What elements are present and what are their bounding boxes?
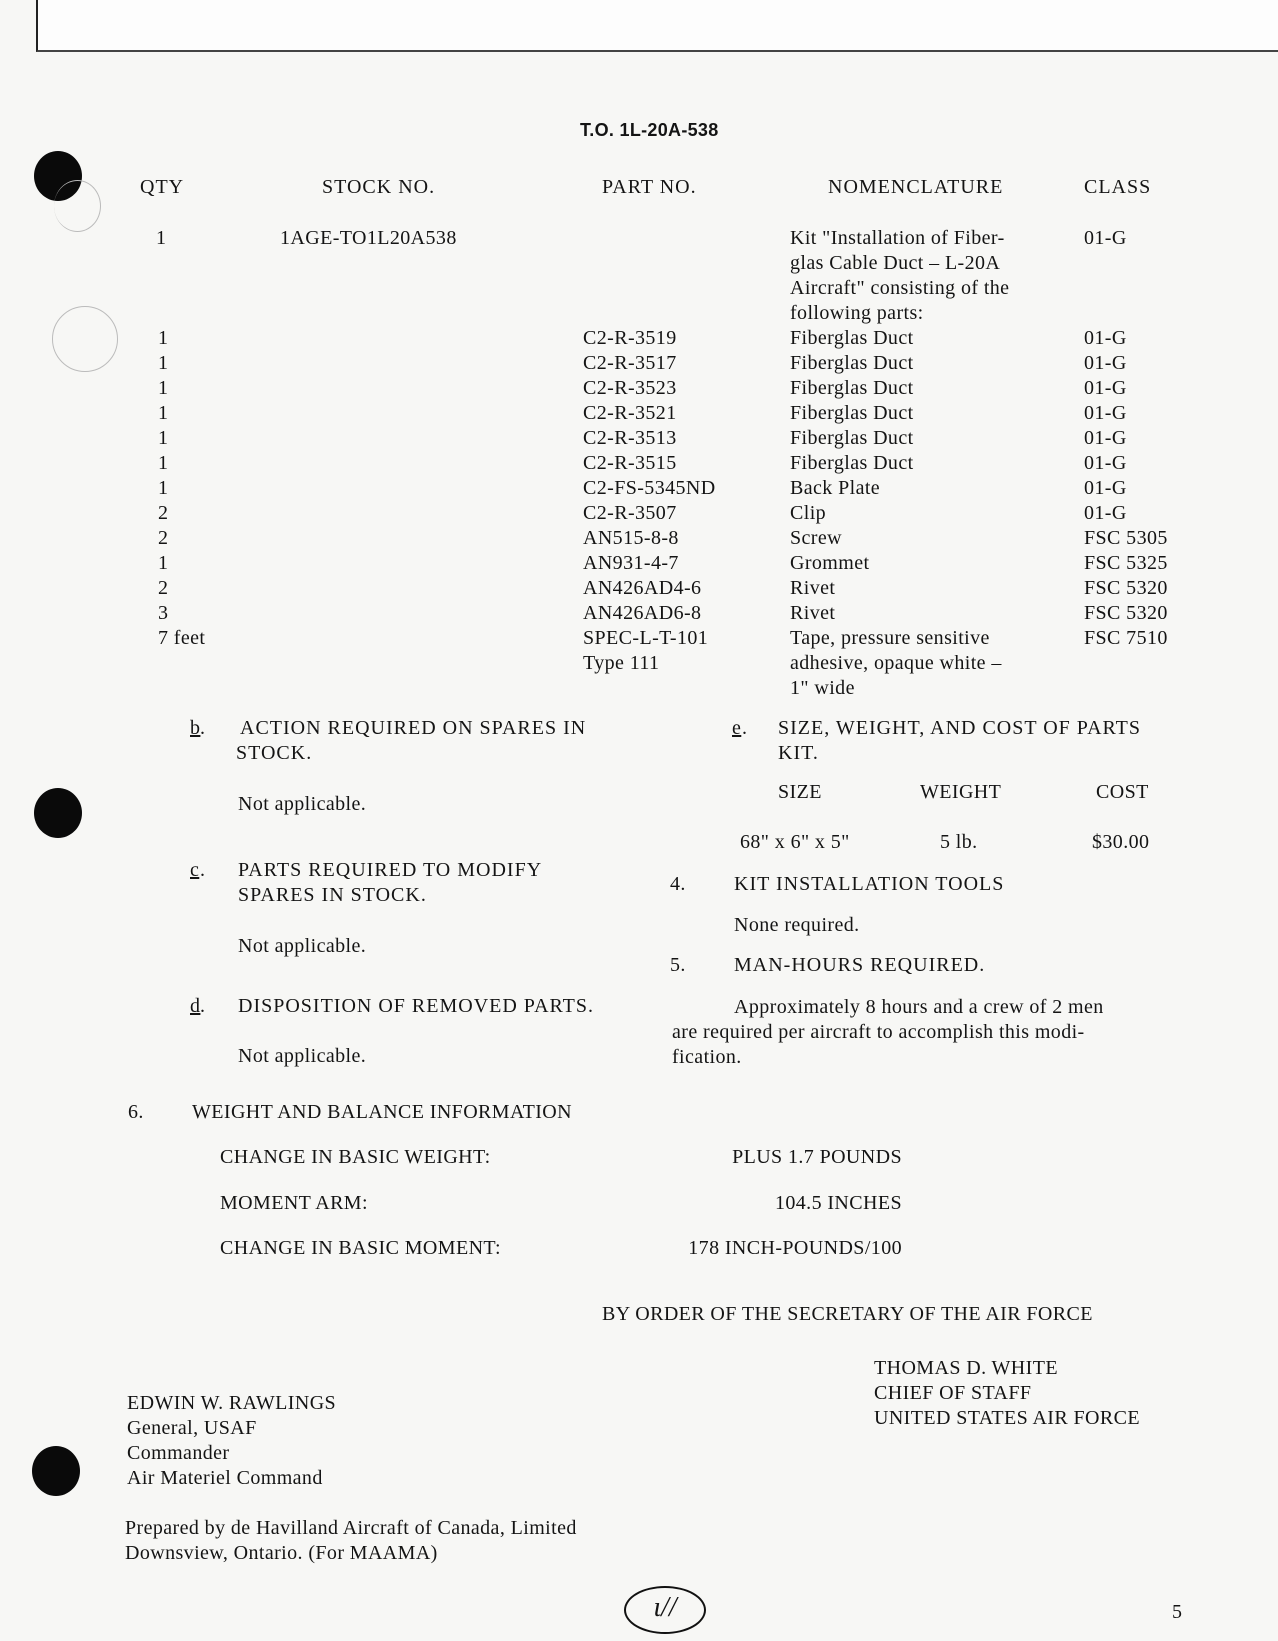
table-row: 3 AN426AD6-8 Rivet FSC 5320	[158, 602, 1168, 624]
kit-nomenclature	[790, 226, 1009, 326]
section-d-body: Not applicable.	[238, 1045, 367, 1067]
tape-nomenclature-line: Tape, pressure sensitive	[790, 627, 990, 649]
tape-nomenclature	[790, 626, 1002, 701]
header-class: CLASS	[1084, 176, 1152, 198]
section-d-title: DISPOSITION OF REMOVED PARTS.	[238, 995, 595, 1017]
kit-stock-no: 1AGE-TO1L20A538	[280, 227, 457, 249]
page-top-border	[36, 0, 1278, 52]
moment-change-label: CHANGE IN BASIC MOMENT:	[220, 1237, 501, 1259]
weight-change-label: CHANGE IN BASIC WEIGHT:	[220, 1146, 491, 1168]
header-part-no: PART NO.	[602, 176, 697, 198]
section-d-letter: d	[190, 995, 201, 1017]
header-nomenclature: NOMENCLATURE	[828, 176, 1004, 198]
moment-arm-value: 104.5 INCHES	[774, 1192, 902, 1214]
signature-right: THOMAS D. WHITE CHIEF OF STAFF UNITED STATES AIR FORCE	[874, 1357, 1140, 1429]
tape-qty: 7 feet	[158, 627, 206, 649]
tape-class: FSC 7510	[1084, 627, 1168, 649]
table-row: 2 AN426AD4-6 Rivet FSC 5320	[158, 577, 1168, 599]
kit-qty: 1	[156, 227, 167, 249]
header-qty: QTY	[140, 176, 185, 198]
by-order-line: BY ORDER OF THE SECRETARY OF THE AIR FORCE	[602, 1303, 1093, 1325]
section-c-title: PARTS REQUIRED TO MODIFY SPARES IN STOCK.	[238, 859, 543, 906]
table-row: 1 C2-R-3515 Fiberglas Duct 01-G	[158, 452, 1127, 474]
tape-nomenclature-line: 1" wide	[790, 677, 855, 699]
section-e-size-value: 68" x 6" x 5"	[740, 831, 850, 853]
weight-change-value: PLUS 1.7 POUNDS	[732, 1146, 902, 1168]
table-row: 1 C2-R-3519 Fiberglas Duct 01-G	[158, 327, 1127, 349]
table-row: 2 AN515-8-8 Screw FSC 5305	[158, 527, 1168, 549]
moment-arm-label: MOMENT ARM:	[220, 1192, 368, 1214]
section-b-letter: b	[190, 717, 201, 739]
section-e-header-weight: WEIGHT	[920, 781, 1002, 803]
moment-change-value: 178 INCH-POUNDS/100	[688, 1237, 902, 1259]
kit-nomenclature-line: Aircraft" consisting of the	[790, 277, 1010, 299]
table-row: 1 C2-R-3523 Fiberglas Duct 01-G	[158, 377, 1127, 399]
tape-part-no-line: SPEC-L-T-101	[583, 627, 709, 649]
section-b-title: ACTION REQUIRED ON SPARES IN STOCK.	[236, 717, 587, 764]
table-row: 1 C2-R-3517 Fiberglas Duct 01-G	[158, 352, 1127, 374]
section-6-number: 6.	[128, 1101, 144, 1123]
punch-hole-3	[32, 1446, 80, 1496]
tape-nomenclature-line: adhesive, opaque white –	[790, 652, 1002, 674]
table-header	[0, 176, 1278, 201]
prepared-by: Prepared by de Havilland Aircraft of Canada, Limited Downsview, Ontario. (For MAAMA)	[125, 1517, 577, 1564]
kit-nomenclature-line: glas Cable Duct – L-20A	[790, 252, 1001, 274]
handwritten-mark: ɩ//	[624, 1586, 706, 1634]
section-4-title: KIT INSTALLATION TOOLS	[734, 873, 1005, 895]
table-row: 1 C2-R-3513 Fiberglas Duct 01-G	[158, 427, 1127, 449]
page-number: 5	[1172, 1601, 1183, 1623]
section-5-body: Approximately 8 hours and a crew of 2 men are required per aircraft to accomplish this modi- fication.	[672, 996, 1104, 1068]
table-row: 2 C2-R-3507 Clip 01-G	[158, 502, 1127, 524]
table-row: 1 C2-FS-5345ND Back Plate 01-G	[158, 477, 1127, 499]
section-4-body: None required.	[734, 914, 860, 936]
kit-nomenclature-line: following parts:	[790, 302, 924, 324]
kit-nomenclature-line: Kit "Installation of Fiber-	[790, 227, 1005, 249]
section-e-letter: e	[732, 717, 742, 739]
section-6-title: WEIGHT AND BALANCE INFORMATION	[192, 1101, 572, 1123]
document-number: T.O. 1L-20A-538	[580, 120, 719, 140]
table-row: 1 C2-R-3521 Fiberglas Duct 01-G	[158, 402, 1127, 424]
section-e-header-cost: COST	[1096, 781, 1149, 803]
punch-hole-2	[34, 788, 82, 838]
tape-part-no	[583, 626, 708, 676]
section-5-number: 5.	[670, 954, 686, 976]
section-c-letter: c	[190, 859, 200, 881]
tape-part-no-line: Type 111	[583, 652, 660, 674]
section-e-title: SIZE, WEIGHT, AND COST OF PARTS KIT.	[778, 717, 1141, 764]
section-e-cost-value: $30.00	[1092, 831, 1150, 853]
header-stock-no: STOCK NO.	[322, 176, 436, 198]
section-5-title: MAN-HOURS REQUIRED.	[734, 954, 986, 976]
section-e-weight-value: 5 lb.	[940, 831, 978, 853]
section-4-number: 4.	[670, 873, 686, 895]
section-e-header-size: SIZE	[778, 781, 822, 803]
signature-left: EDWIN W. RAWLINGS General, USAF Commander Air Materiel Command	[127, 1392, 337, 1489]
section-c-body: Not applicable.	[238, 935, 367, 957]
kit-class: 01-G	[1084, 227, 1127, 249]
table-row: 1 AN931-4-7 Grommet FSC 5325	[158, 552, 1168, 574]
section-b-body: Not applicable.	[238, 793, 367, 815]
